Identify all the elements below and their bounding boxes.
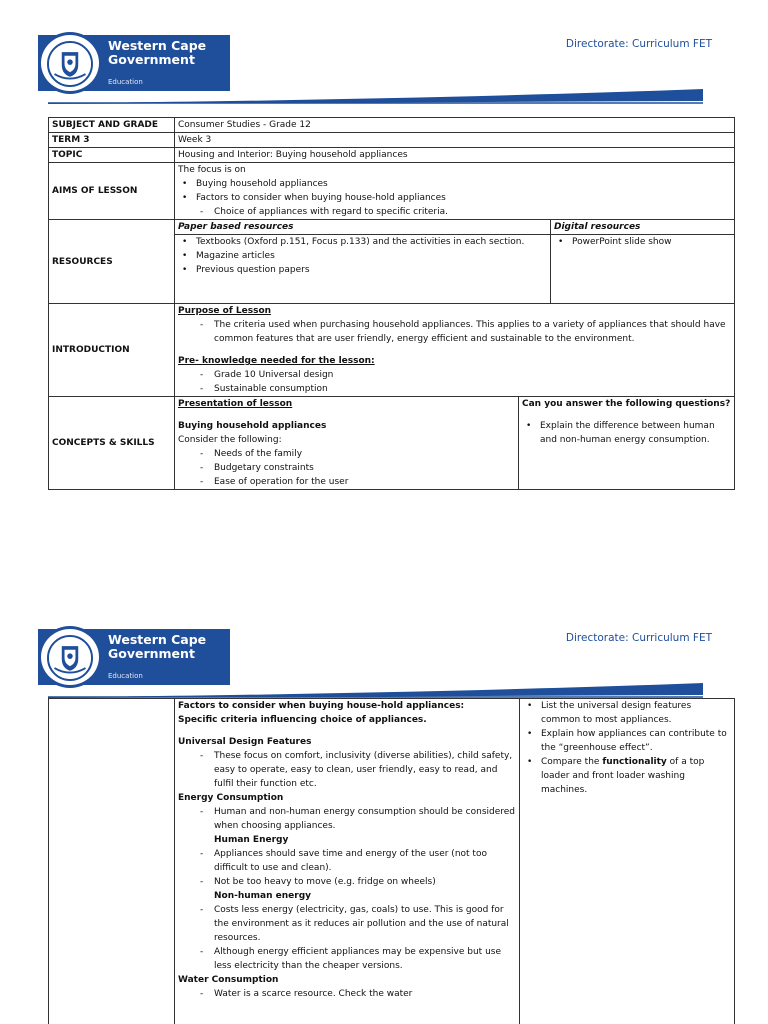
row-label: AIMS OF LESSON bbox=[49, 163, 175, 220]
row-label: INTRODUCTION bbox=[49, 304, 175, 397]
list-item: • Explain the difference between human and non-human energy consumption. bbox=[522, 419, 731, 447]
table-row bbox=[49, 148, 735, 163]
org-name: Western Cape Government bbox=[108, 38, 207, 67]
preknowledge-heading: Pre- knowledge needed for the lesson: bbox=[178, 356, 375, 366]
row-value: Housing and Interior: Buying household appliances bbox=[175, 148, 735, 163]
table-row bbox=[49, 133, 735, 148]
list-item: • Previous question papers bbox=[178, 263, 547, 277]
list-item: - Costs less energy (electricity, gas, coals) to use. This is good for the environment as it reduces air pollution and the use of natural resources. bbox=[178, 903, 516, 945]
lesson-plan-table bbox=[48, 117, 735, 490]
list-item: • Factors to consider when buying house-hold appliances bbox=[178, 191, 731, 205]
row-label: TOPIC bbox=[49, 148, 175, 163]
nonhuman-heading: Non-human energy bbox=[214, 891, 312, 901]
row-label: RESOURCES bbox=[49, 220, 175, 304]
org-sub: Education bbox=[108, 78, 143, 86]
list-item: • List the universal design features common to most appliances. bbox=[523, 699, 731, 727]
list-item: • Textbooks (Oxford p.151, Focus p.133) and the activities in each section. bbox=[178, 235, 547, 249]
list-item: - Not be too heavy to move (e.g. fridge on wheels) bbox=[178, 875, 516, 889]
page-header bbox=[0, 622, 768, 702]
list-item: - Ease of operation for the user bbox=[178, 475, 515, 489]
aims-intro: The focus is on bbox=[178, 165, 246, 175]
row-label: CONCEPTS & SKILLS bbox=[49, 397, 175, 490]
org-sub: Education bbox=[108, 672, 143, 680]
list-item: • Buying household appliances bbox=[178, 177, 731, 191]
presentation-heading: Presentation of lesson bbox=[178, 399, 293, 409]
header-swoosh bbox=[0, 84, 768, 108]
table-row bbox=[49, 118, 735, 133]
list-item: • Compare the functionality of a top loader and front loader washing machines. bbox=[523, 755, 731, 797]
list-item: - The criteria used when purchasing household appliances. This applies to a variety of appliances that should have common features that are user friendly, energy efficient and sustainable to the environment. bbox=[178, 318, 731, 346]
factors-heading: Factors to consider when buying house-hold appliances: bbox=[178, 701, 465, 711]
questions-heading: Can you answer the following questions? bbox=[522, 399, 731, 409]
list-item: • Explain how appliances can contribute to the “greenhouse effect”. bbox=[523, 727, 731, 755]
questions-cell bbox=[520, 699, 735, 1024]
list-item: - Water is a scarce resource. Check the water bbox=[178, 987, 516, 1001]
empty-label-cell bbox=[49, 699, 175, 1024]
water-heading: Water Consumption bbox=[178, 975, 279, 985]
table-row bbox=[49, 163, 735, 220]
table-row bbox=[49, 699, 735, 1024]
table-row bbox=[49, 304, 735, 397]
row-label: TERM 3 bbox=[49, 133, 175, 148]
list-item: - Sustainable consumption bbox=[178, 382, 731, 396]
human-heading: Human Energy bbox=[214, 835, 289, 845]
row-value: Consumer Studies - Grade 12 bbox=[175, 118, 735, 133]
list-item: - Needs of the family bbox=[178, 447, 515, 461]
criteria-heading: Specific criteria influencing choice of appliances. bbox=[178, 715, 427, 725]
table-row bbox=[49, 397, 735, 490]
list-item: - Human and non-human energy consumption should be considered when choosing appliances. bbox=[178, 805, 516, 833]
list-item: - Appliances should save time and energy of the user (not too difficult to use and clean). bbox=[178, 847, 516, 875]
udf-heading: Universal Design Features bbox=[178, 737, 312, 747]
row-label: SUBJECT AND GRADE bbox=[49, 118, 175, 133]
list-item: - Grade 10 Universal design bbox=[178, 368, 731, 382]
concepts-cell bbox=[175, 397, 735, 490]
consider-text: Consider the following: bbox=[178, 435, 282, 445]
table-row bbox=[49, 220, 735, 304]
list-item: - These focus on comfort, inclusivity (diverse abilities), child safety, easy to operate, easy to clean, user friendly, easy to read, and fulfil their function etc. bbox=[178, 749, 516, 791]
paper-heading: Paper based resources bbox=[178, 222, 294, 232]
lesson-plan-table-continued bbox=[48, 698, 735, 1024]
intro-cell bbox=[175, 304, 735, 397]
list-item: - Although energy efficient appliances may be expensive but use less electricity than the cheaper versions. bbox=[178, 945, 516, 973]
directorate-label: Directorate: Curriculum FET bbox=[565, 632, 712, 644]
list-item: - Choice of appliances with regard to specific criteria. bbox=[178, 205, 731, 219]
row-value: Week 3 bbox=[175, 133, 735, 148]
coat-of-arms-icon bbox=[47, 635, 93, 681]
resources-cell bbox=[175, 220, 735, 304]
energy-heading: Energy Consumption bbox=[178, 793, 284, 803]
purpose-heading: Purpose of Lesson bbox=[178, 306, 272, 316]
list-item: • PowerPoint slide show bbox=[554, 235, 731, 249]
aims-cell bbox=[175, 163, 735, 220]
buying-heading: Buying household appliances bbox=[178, 421, 327, 431]
digital-heading: Digital resources bbox=[550, 220, 734, 234]
org-name: Western Cape Government bbox=[108, 632, 207, 661]
page-header bbox=[0, 28, 768, 108]
directorate-label: Directorate: Curriculum FET bbox=[565, 38, 712, 50]
content-cell bbox=[175, 699, 520, 1024]
list-item: • Magazine articles bbox=[178, 249, 547, 263]
list-item: - Budgetary constraints bbox=[178, 461, 515, 475]
coat-of-arms-icon bbox=[47, 41, 93, 87]
